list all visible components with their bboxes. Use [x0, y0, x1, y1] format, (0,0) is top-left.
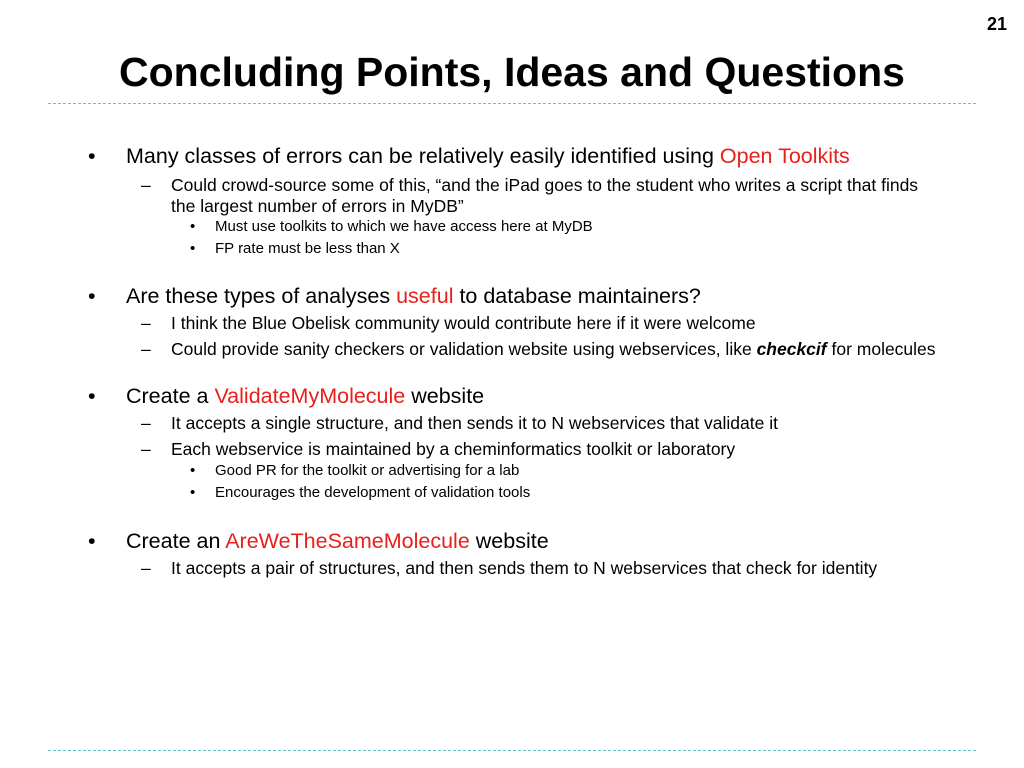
sub-bullet-text: It accepts a pair of structures, and then sends them to N webservices that check for identity	[171, 558, 878, 578]
bullet-marker: •	[190, 240, 196, 257]
bullet-text: Create a	[126, 384, 215, 408]
highlight-text: ValidateMyMolecule	[214, 384, 406, 408]
sub-bullet-text-end: for molecules	[826, 338, 936, 359]
sub-bullet-text: Could crowd-source some of this, “and the iPad goes to the student who writes a script that finds the largest number of errors in MyDB”	[171, 175, 919, 216]
bullet-open-toolkits	[0, 144, 1024, 169]
top-divider	[48, 103, 976, 104]
bullet-marker: •	[88, 384, 96, 408]
bullet-marker: •	[190, 218, 196, 235]
sub-sub-bullet-toolkits-access	[0, 217, 1024, 237]
slide-number: 21	[986, 14, 1007, 34]
bullet-text: Are these types of analyses	[126, 284, 397, 308]
bullet-text: Many classes of errors can be relatively easily identified using	[126, 144, 720, 168]
sub-bullet-blue-obelisk	[0, 313, 1024, 334]
slide-title: Concluding Points, Ideas and Questions	[119, 49, 905, 95]
bullet-useful-analyses	[0, 284, 1024, 309]
bullet-marker: •	[190, 484, 196, 501]
sub-bullet-text: Each webservice is maintained by a cheminformatics toolkit or laboratory	[171, 438, 736, 459]
bullet-text-end: website	[405, 384, 485, 408]
dash-marker: –	[141, 338, 151, 359]
highlight-text: useful	[396, 284, 454, 308]
highlight-text: AreWeTheSameMolecule	[225, 529, 470, 553]
highlight-text: Open Toolkits	[719, 144, 850, 168]
dash-marker: –	[141, 175, 151, 195]
bullet-text-end: to database maintainers?	[453, 284, 701, 308]
dash-marker: –	[141, 438, 151, 459]
bullet-marker: •	[88, 529, 96, 553]
bullet-marker: •	[88, 284, 96, 308]
sub-bullet-text: It accepts a single structure, and then sends it to N webservices that validate it	[171, 413, 778, 433]
bottom-divider	[48, 750, 976, 751]
sub-sub-bullet-text: FP rate must be less than X	[215, 240, 400, 257]
dash-marker: –	[141, 313, 151, 333]
bullet-are-we-the-same-molecule	[0, 529, 1024, 554]
dash-marker: –	[141, 413, 151, 433]
sub-sub-bullet-text: Good PR for the toolkit or advertising for a lab	[215, 462, 520, 479]
sub-sub-bullet-encourages	[0, 483, 1024, 503]
bullet-validate-my-molecule	[0, 384, 1024, 409]
sub-sub-bullet-text: Encourages the development of validation tools	[215, 484, 531, 501]
emphasis-text: checkcif	[756, 338, 827, 359]
bullet-marker: •	[88, 144, 96, 168]
bullet-marker: •	[190, 462, 196, 479]
sub-bullet-text: Could provide sanity checkers or validation website using webservices, like	[171, 338, 757, 359]
sub-bullet-crowd-source	[0, 175, 1024, 216]
sub-sub-bullet-text: Must use toolkits to which we have access here at MyDB	[215, 218, 593, 235]
dash-marker: –	[141, 558, 151, 578]
bullet-text-end: website	[469, 529, 549, 553]
slide-body	[0, 144, 1024, 579]
sub-bullet-pair-of-structures	[0, 558, 1024, 579]
sub-bullet-single-structure	[0, 413, 1024, 434]
sub-sub-bullet-good-pr	[0, 461, 1024, 481]
sub-bullet-text: I think the Blue Obelisk community would contribute here if it were welcome	[171, 313, 756, 333]
sub-bullet-sanity-checkers	[0, 339, 1024, 360]
bullet-text: Create an	[126, 529, 226, 553]
sub-sub-bullet-fp-rate	[0, 239, 1024, 259]
sub-bullet-maintained-by	[0, 439, 1024, 460]
